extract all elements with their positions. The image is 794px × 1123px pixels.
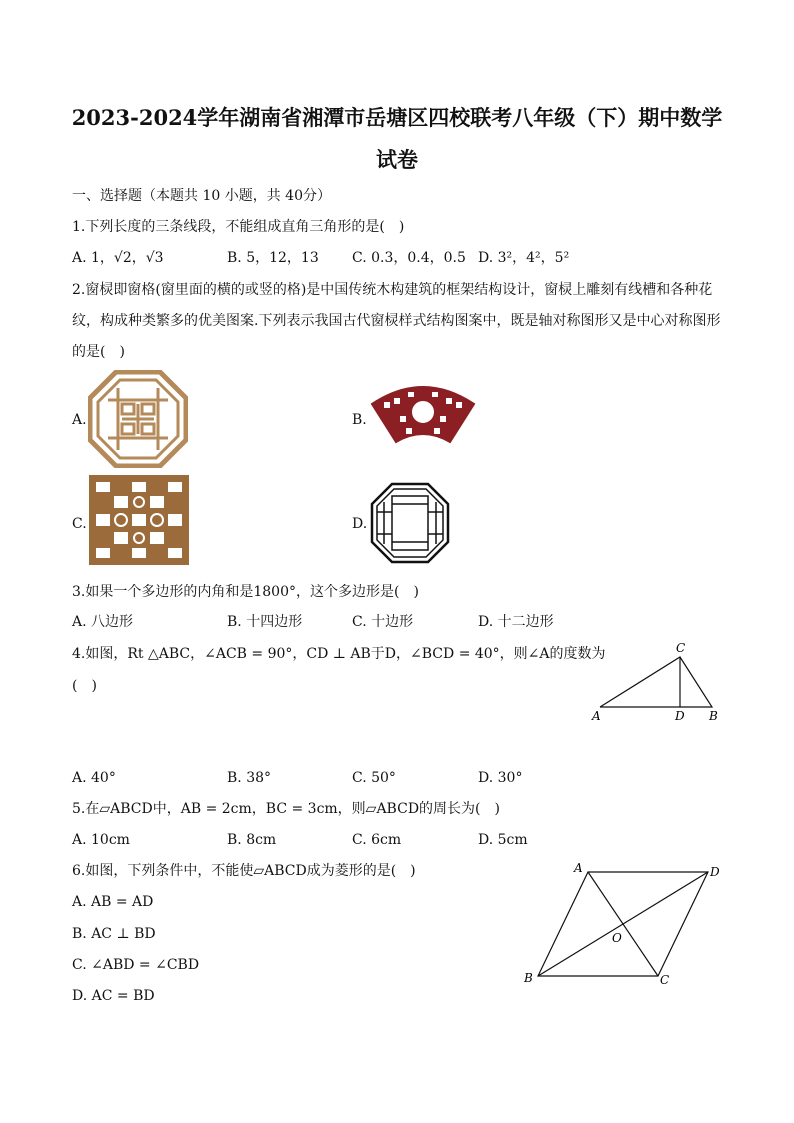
q6-stem: 6.如图，下列条件中，不能使▱ABCD成为菱形的是( ): [72, 863, 416, 879]
q6-label-b: B: [524, 971, 533, 985]
paper-title-line2: 试卷: [376, 147, 418, 172]
q6-option-c: C. ∠ABD = ∠CBD: [72, 957, 200, 973]
q3-stem: 3.如果一个多边形的内角和是1800°，这个多边形是( ): [72, 584, 419, 600]
q6-label-d: D: [710, 865, 720, 879]
q2-stem-line3: 的是( ): [72, 344, 125, 360]
q2-label-a: A.: [72, 412, 87, 428]
q5-option-d: D. 5cm: [478, 832, 528, 848]
q4-stem: 4.如图，Rt △ABC，∠ACB = 90°，CD ⊥ AB于D，∠BCD = 40°，则∠A的度数为: [72, 646, 606, 662]
q5-stem: 5.在▱ABCD中，AB = 2cm，BC = 3cm，则▱ABCD的周长为( ): [72, 801, 500, 817]
window-lattice-black-octagon-image: [370, 482, 450, 564]
q4-label-c: C: [676, 641, 686, 655]
q6-label-a: A: [574, 861, 583, 875]
q2-label-d: D.: [352, 516, 368, 532]
q6-option-b: B. AC ⊥ BD: [72, 926, 156, 942]
q1-stem: 1.下列长度的三条线段，不能组成直角三角形的是( ): [72, 219, 405, 235]
q5-option-a: A. 10cm: [72, 832, 130, 848]
q6-label-c: C: [660, 973, 670, 987]
q1-option-a: A. 1，√2，√3: [72, 250, 164, 266]
q6-parallelogram-figure: [518, 858, 724, 992]
paper-title-line1: 2023-2024学年湖南省湘潭市岳塘区四校联考八年级（下）期中数学: [71, 105, 723, 130]
q6-option-a: A. AB = AD: [72, 894, 154, 910]
q6-option-d: D. AC = BD: [72, 988, 155, 1004]
q4-option-d: D. 30°: [478, 770, 523, 786]
q4-option-b: B. 38°: [227, 770, 272, 786]
q4-stem-line2: ( ): [72, 678, 97, 694]
q4-option-c: C. 50°: [352, 770, 396, 786]
window-lattice-fan-image: [370, 382, 476, 446]
q1-option-b: B. 5，12，13: [227, 250, 319, 266]
q6-label-o: O: [612, 931, 622, 945]
window-lattice-octagon-image: [88, 370, 188, 468]
q4-triangle-figure: [588, 640, 728, 728]
q1-option-c: C. 0.3，0.4，0.5: [352, 250, 466, 266]
q3-option-b: B. 十四边形: [227, 614, 303, 630]
q5-option-c: C. 6cm: [352, 832, 402, 848]
q2-label-b: B.: [352, 412, 367, 428]
q5-option-b: B. 8cm: [227, 832, 277, 848]
q1-option-d: D. 3²，4²，5²: [478, 250, 570, 266]
window-lattice-square-image: [88, 474, 190, 566]
q4-label-a: A: [592, 709, 601, 723]
q2-stem-line1: 2.窗棂即窗格(窗里面的横的或竖的格)是中国传统木构建筑的框架结构设计，窗棂上雕刻有线槽和各种花: [72, 282, 713, 298]
section-heading: 一、选择题（本题共 10 小题，共 40分）: [72, 188, 331, 204]
q3-option-c: C. 十边形: [352, 614, 414, 630]
q2-label-c: C.: [72, 516, 87, 532]
q3-option-a: A. 八边形: [72, 614, 134, 630]
q4-label-d: D: [675, 709, 685, 723]
q4-label-b: B: [709, 709, 718, 723]
q4-option-a: A. 40°: [72, 770, 116, 786]
q2-stem-line2: 纹，构成种类繁多的优美图案.下列表示我国古代窗棂样式结构图案中，既是轴对称图形又是中心对称图形: [72, 313, 721, 329]
q3-option-d: D. 十二边形: [478, 614, 554, 630]
